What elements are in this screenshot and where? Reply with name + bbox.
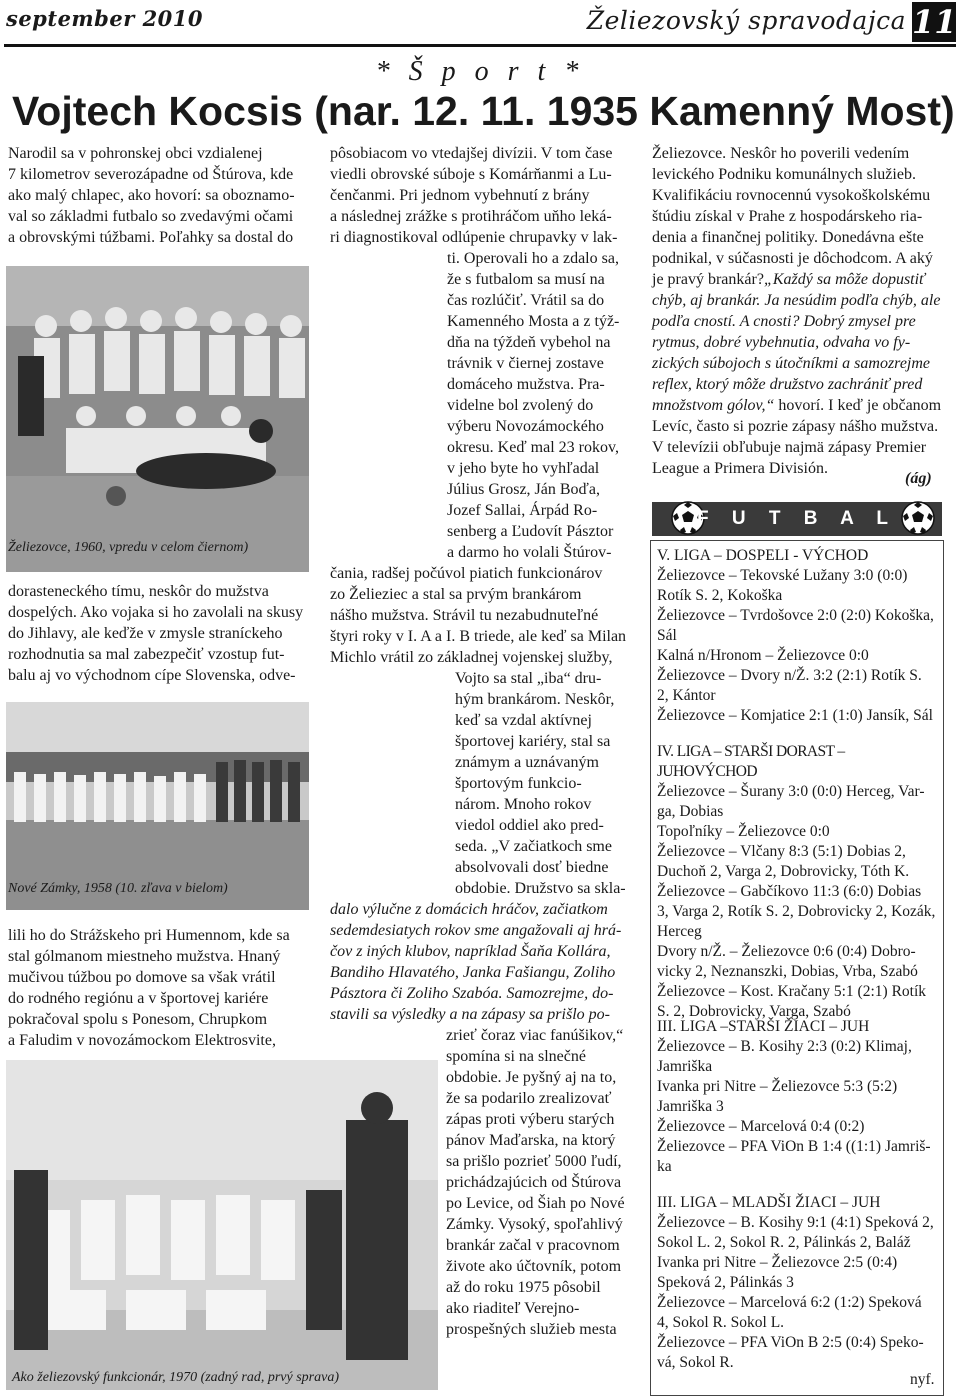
header-rule: [4, 44, 956, 47]
col1-text-2: dorasteneckého tímu, neskôr do mužstva dospelých. Ako vojaka si ho zavolali na skusy do Jihlavy, ale keďže v zmysle straníckeho rozhodnutia sa mal zabezpečiť vzostup fut- balu aj vo východnom cípe Slovenska, odve-: [8, 583, 304, 684]
author-initials: (ág): [905, 470, 932, 487]
league-title: III. LIGA –STARŠI ŽIACI – JUH: [657, 1018, 870, 1035]
issue-date: september 2010: [6, 6, 204, 31]
league-title: IV. LIGA – STARŠI DORAST – JUHOVÝCHOD: [657, 743, 845, 780]
col3-quote: „Každý sa môže dopustiť chýb, aj brankár. Ja nesúdim podľa chýb, ale podľa cností. A cnosti? Dobrý zmysel pre rytmus, dobré vybehnutia, odvaha vo fy- zických súbojoch s útočníkmi a samozrejme reflex, ktorý môže družstvo zachrániť pred množstvom gólov,“: [652, 271, 941, 414]
team-photo-1958-image: [6, 702, 309, 910]
results-block-1: [657, 546, 942, 726]
col3-para-2: hovorí. I keď je občanom Levíc, často si pozrie zápasy nášho mužstva. V televízii obľubuje najmä zápasy Premier League a Primera División.: [652, 397, 942, 477]
section-title: * Š p o r t *: [375, 56, 585, 87]
publication-title: Želiezovský spravodajca: [586, 6, 906, 35]
col3-para-1: Želiezovce. Neskôr ho poverili vedením levického Podniku komunálnych služieb. Kvalifikáciu rovnocennú vysokoškolskému štúdiu získal v Prahe z hospodárskeho ria- denia a finančnej politiky. Donedávna ešte podnikal, v súčasnosti je dôchodcom. A aký je pravý brankár?: [652, 145, 933, 288]
results-block-3: [657, 1017, 942, 1177]
photo-1960-caption: Želiezovce, 1960, vpredu v celom čiernom): [8, 540, 249, 555]
col2-para-2: ti. Operovali ho a zdalo sa, že s futbalom sa musí na čas rozlúčiť. Vrátil sa do Kamenného Mosta a z týž- dňa na týždeň vybehol na trávnik v čiernej zostave domáceho mužstva. Pra- videlne bol zvolený do výberu Novozámockého okresu. Keď mal 23 rokov, v jeho byte ho vyhľadal Július Grosz, Ján Boďa, Jozef Sallai, Árpád Ro- senberg a Ľudovít Pásztor a darmo ho volali Štúrov-: [447, 250, 620, 561]
league-results: Želiezovce – Tekovské Lužany 3:0 (0:0) Rotík S. 2, Kokoška Želiezovce – Tvrdošovce 2:0 (2:0) Kokoška, Sál Kalná n/Hronom – Želiezovce 0:0 Želiezovce – Dvory n/Ž. 3:2 (2:1) Rotík S. 2, Kántor Želiezovce – Komjatice 2:1 (1:0) Jansík, Sál: [657, 567, 934, 724]
results-block-2: [657, 742, 942, 1022]
col2-para-6: zrieť čoraz viac fanúšikov,“ spomína si na slnečné obdobie. Je pyšný aj na to, že sa podarilo zrealizovať zápas proti výberu starých pánov Maďarska, na ktorý sa prišlo pozrieť 5000 ľudí, prichádzajúcich od Štúrova po Levice, od Šiah po Nové Zámky. Vysoký, spoľahlivý brankár začal v pracovnom živote ako účtovník, potom až do roku 1975 pôsobil ako riaditeľ Verejno- prospešných služieb mesta: [446, 1027, 625, 1338]
league-title: III. LIGA – MLADŠI ŽIACI – JUH: [657, 1194, 881, 1211]
results-signature: nyf.: [910, 1371, 935, 1388]
col2-para-1: pôsobiacom vo vtedajšej divízii. V tom čase viedli obrovské súboje s Komárňanmi a Lu- čenčanmi. Pri jednom vybehnutí z brány a následnej zrážke s protihráčom uňho leká- ri diagnostikoval odlúpenie chrupavky v lak-: [330, 145, 618, 246]
article-headline: Vojtech Kocsis (nar. 12. 11. 1935 Kamenný Most): [12, 88, 955, 134]
col2-para-5: dalo výlučne z domácich hráčov, začiatkom sedemdesiatych rokov sme angažovali aj hrá- čov z iných klubov, napríklad Šaňa Kollára, Bandiho Hlavatého, Janka Fašiangu, Zoliho Pásztora či Zoliho Szabóa. Samozrejme, do- stavili sa výsledky a na zápasy sa prišlo po-: [330, 901, 622, 1023]
col2-para-3: čania, radšej počúvol piatich funkcionárov zo Želieziec a stal sa prvým brankárom nášho mužstva. Strávil tu nezabudnuteľné štyri roky v I. A a I. B triede, ale keď sa Milan Michlo vrátil zo základnej vojenskej služby,: [330, 565, 627, 666]
photo-1958-caption: Nové Zámky, 1958 (10. zľava v bielom): [8, 881, 228, 896]
futbal-label: F U T B A L: [697, 508, 897, 529]
photo-nove-zamky-1958: [6, 702, 309, 910]
futbal-section-header: [652, 502, 942, 536]
league-results: Želiezovce – B. Kosihy 9:1 (4:1) Speková 2, Sokol L. 2, Sokol R. 2, Pálinkás 2, Baláž Ivanka pri Nitre – Želiezovce 2:5 (0:4) Speková 2, Pálinkás 3 Želiezovce – Marcelová 6:2 (1:2) Speková 4, Sokol R. Sokol L. Želiezovce – PFA ViOn B 2:5 (0:4) Speko- vá, Sokol R.: [657, 1214, 934, 1371]
col1-intro: Narodil sa v pohronskej obci vzdialenej 7 kilometrov severozápadne od Štúrova, kde ako malý chlapec, ako hovorí: sa oboznamo- val so základmi futbalo so zvedavými očami a obrovskými túžbami. Poľahky sa dostal do: [8, 145, 295, 246]
league-title: V. LIGA – DOSPELI - VÝCHOD: [657, 547, 869, 564]
soccer-ball-icon: [900, 500, 936, 536]
team-photo-1960-image: [6, 266, 309, 572]
photo-functionary-1970: [6, 1060, 438, 1390]
photo-1970-caption: Ako želiezovský funkcionár, 1970 (zadný rad, prvý sprava): [12, 1370, 339, 1385]
league-results: Želiezovce – B. Kosihy 2:3 (0:2) Klimaj, Jamriška Ivanka pri Nitre – Želiezovce 5:3 (5:2) Jamriška 3 Želiezovce – Marcelová 0:4 (0:2) Želiezovce – PFA ViOn B 1:4 ((1:1) Jamriš- ka: [657, 1038, 931, 1175]
col3-article-end: [652, 143, 950, 479]
col1-text-3: lili ho do Strážskeho pri Humennom, kde sa stal gólmanom miestneho mužstva. Hnaný mučivou túžbou po domove sa však vrátil do rodného regiónu a v športovej kariére pokračoval spolu s Ponesom, Chrupkom a Faludim v novozámockom Elektrosvite,: [8, 927, 290, 1049]
photo-team-1960: [6, 266, 309, 572]
col2-para-4: Vojto sa stal „iba“ dru- hým brankárom. Neskôr, keď sa vzdal aktívnej športovej kariéry, stal sa známym a uznávaným športovým funkcio- nárom. Mnoho rokov viedol oddiel ako pred- seda. „V začiatkoch sme absolvovali dosť biedne obdobie. Družstvo sa skla-: [455, 670, 626, 897]
results-block-4: [657, 1193, 942, 1373]
league-results: Želiezovce – Šurany 3:0 (0:0) Herceg, Var- ga, Dobias Topoľníky – Želiezovce 0:0 Želiezovce – Vlčany 8:3 (5:1) Dobias 2, Duchoň 2, Varga 2, Dobrovicky, Tóth K. Želiezovce – Gabčíkovo 11:3 (6:0) Dobias 3, Varga 2, Rotík S. 2, Dobrovicky 2, Kozák, Herceg Dvory n/Ž. – Želiezovce 0:6 (0:4) Dobro- vicky 2, Neznanszki, Dobias, Vrba, Szabó Želiezovce – Kost. Kračany 5:1 (2:1) Rotík S. 2, Dobrovicky, Varga, Szabó: [657, 783, 936, 1020]
team-photo-1970-image: [6, 1060, 438, 1390]
page-number: 11: [912, 3, 957, 41]
